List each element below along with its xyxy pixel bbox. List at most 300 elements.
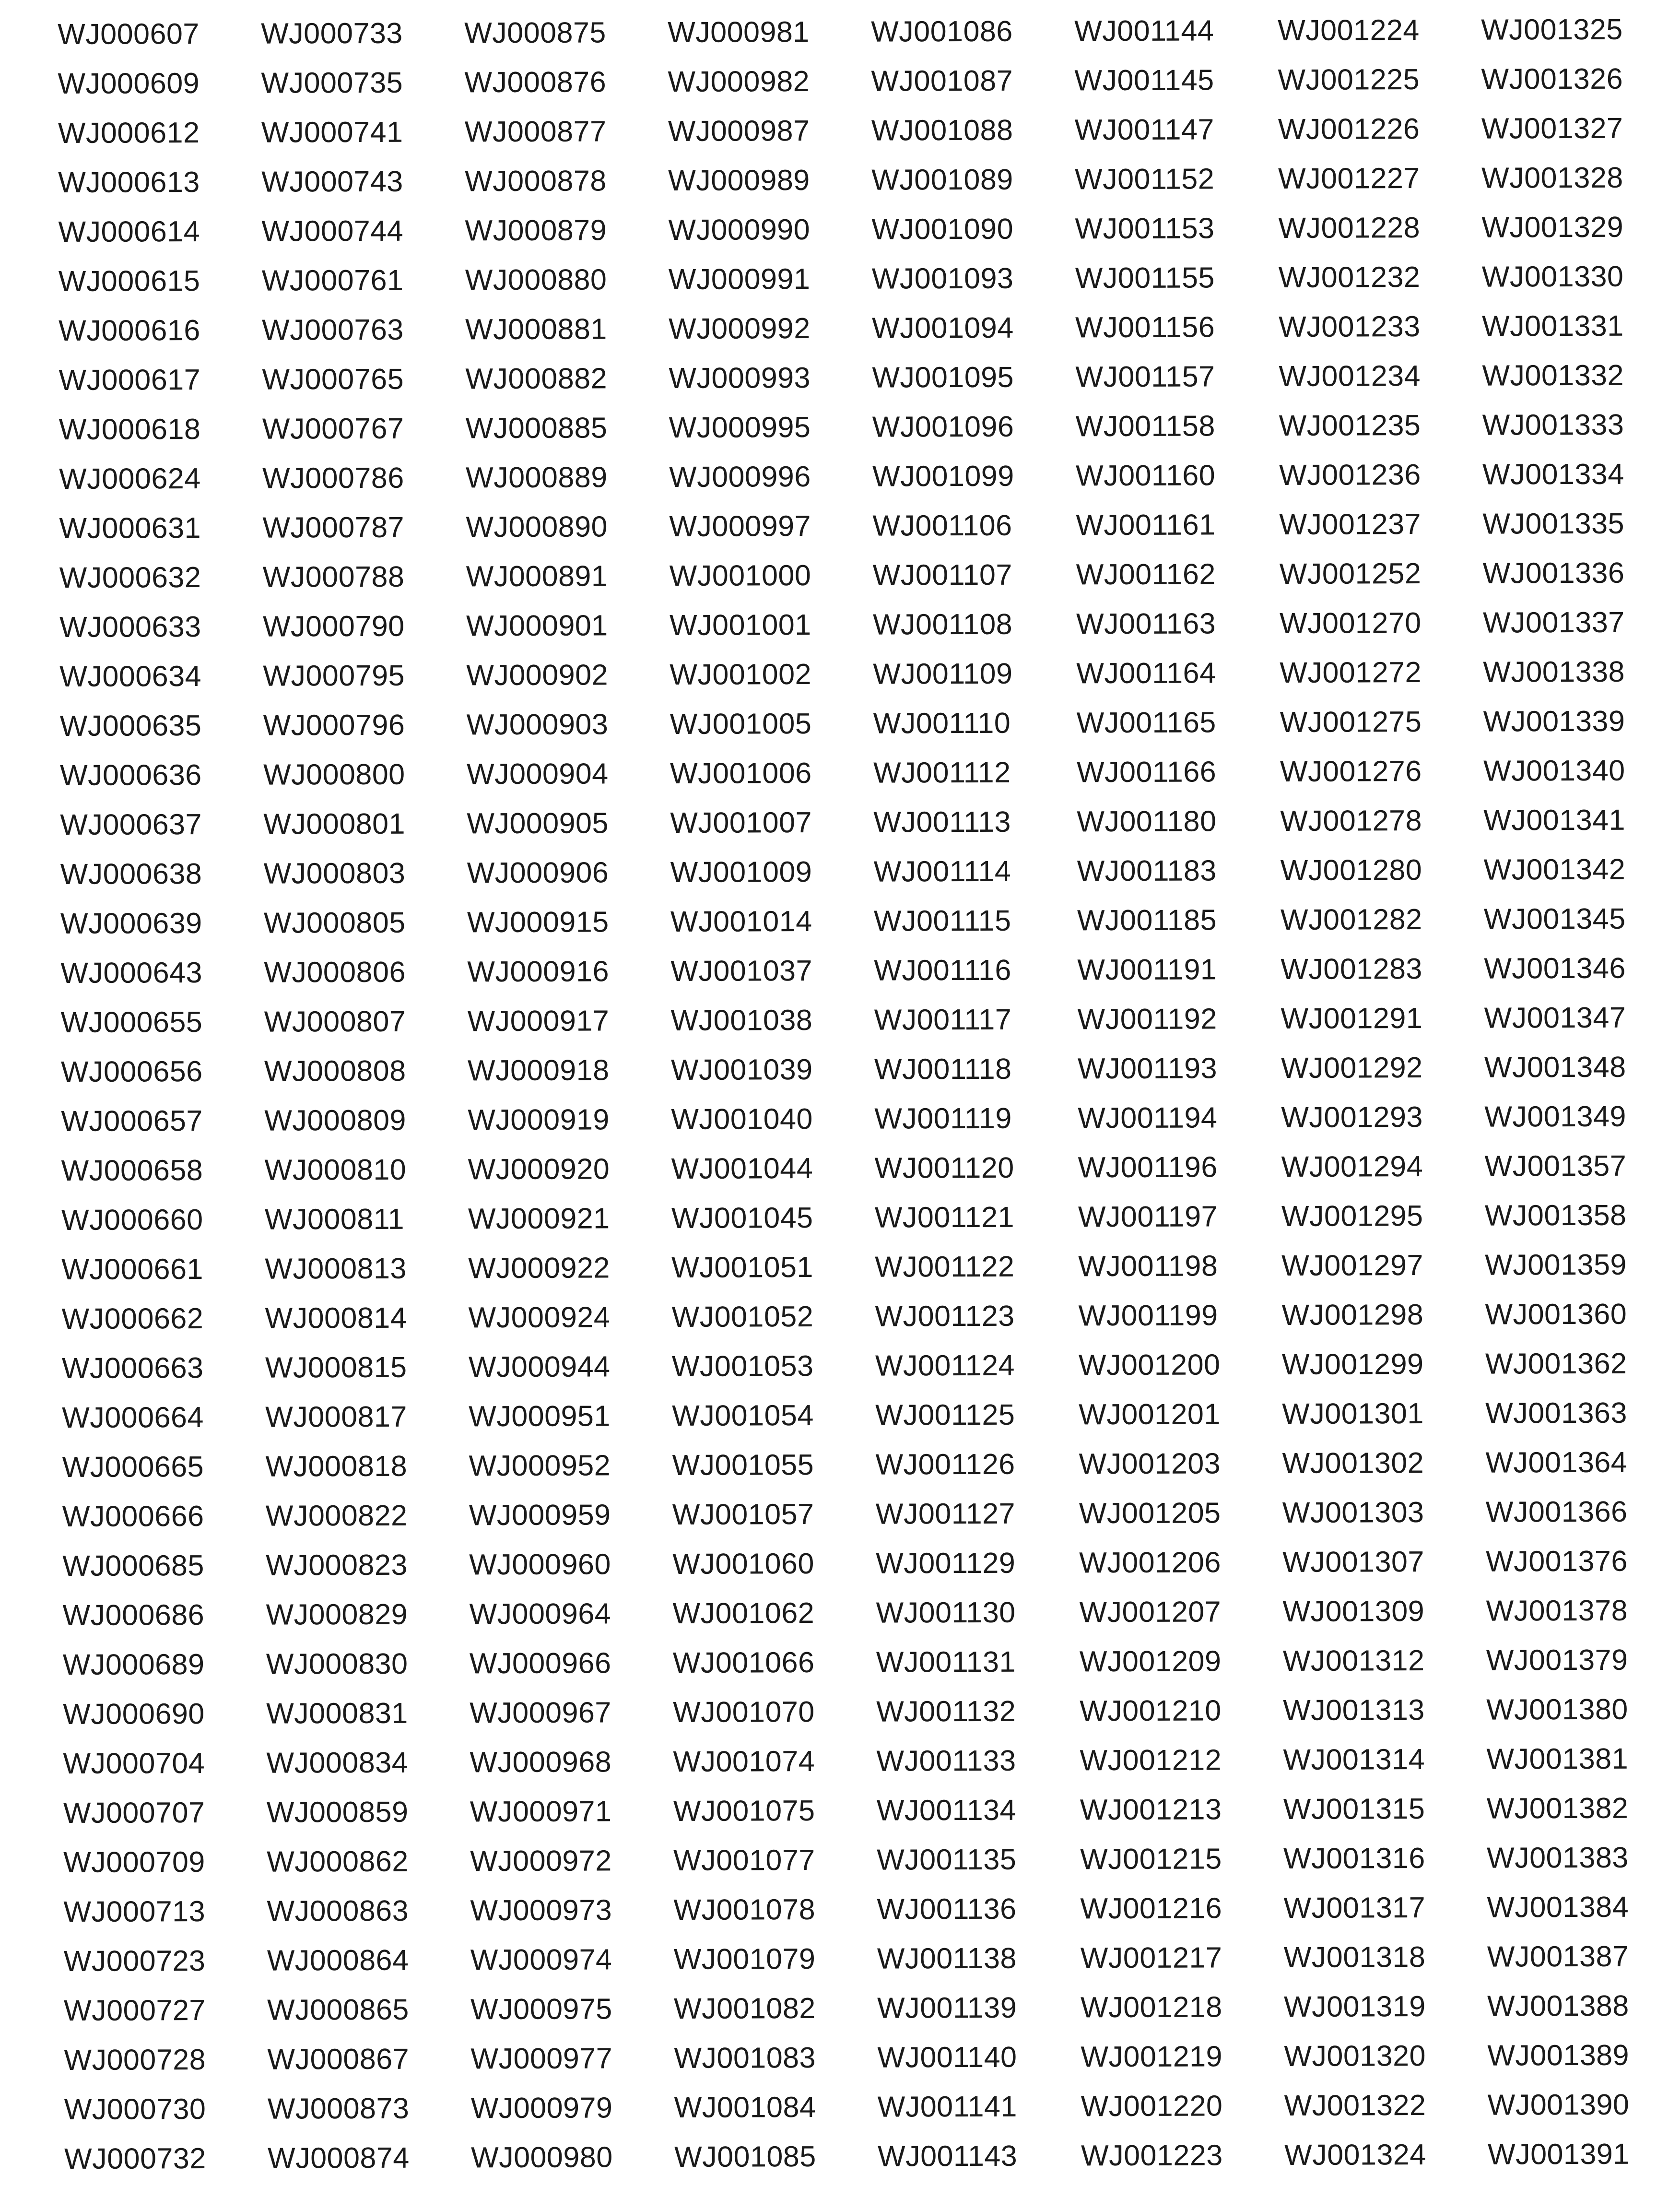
id-code-cell: WJ000874 (267, 2141, 410, 2175)
id-code-cell: WJ000863 (267, 1894, 409, 1927)
id-code-cell: WJ001347 (1484, 1001, 1626, 1034)
id-code-cell: WJ001338 (1483, 655, 1625, 688)
id-code-cell: WJ000808 (264, 1054, 406, 1087)
id-code-cell: WJ001199 (1078, 1299, 1218, 1332)
id-code-cell: WJ001225 (1278, 63, 1420, 96)
id-code-cell: WJ001291 (1281, 1002, 1423, 1035)
id-code-cell: WJ001062 (672, 1596, 815, 1630)
id-code-cell: WJ000915 (467, 905, 609, 939)
id-code-cell: WJ000735 (261, 66, 403, 99)
id-code-cell: WJ001390 (1487, 2088, 1630, 2121)
id-code-cell: WJ000800 (263, 757, 405, 791)
id-code-cell: WJ001295 (1281, 1199, 1423, 1232)
id-code-cell: WJ001009 (670, 855, 812, 888)
id-code-cell: WJ000660 (61, 1203, 203, 1236)
id-code-cell: WJ001129 (876, 1546, 1016, 1580)
id-code-cell: WJ001346 (1484, 951, 1626, 985)
id-code-cell: WJ000951 (469, 1399, 611, 1433)
id-code-cell: WJ001192 (1077, 1002, 1217, 1036)
id-code-cell: WJ000732 (64, 2142, 206, 2175)
id-code-cell: WJ001206 (1079, 1546, 1221, 1579)
id-code-cell: WJ001212 (1080, 1743, 1222, 1777)
id-code-cell: WJ000891 (466, 559, 608, 593)
id-code-cell: WJ001272 (1280, 656, 1422, 689)
id-code-cell: WJ001336 (1482, 556, 1625, 590)
id-code-cell: WJ000814 (265, 1301, 407, 1335)
id-code-cell: WJ000743 (261, 165, 403, 198)
id-code-cell: WJ001380 (1486, 1692, 1628, 1726)
id-code-cell: WJ000901 (466, 609, 608, 642)
id-code-cell: WJ000864 (267, 1943, 409, 1977)
id-code-cell: WJ000633 (59, 610, 201, 643)
id-code-cell: WJ001294 (1281, 1150, 1423, 1183)
id-code-cell: WJ000905 (467, 806, 609, 840)
id-code-cell: WJ000803 (263, 856, 406, 890)
id-code-cell: WJ001379 (1486, 1643, 1628, 1677)
id-code-cell: WJ001108 (872, 607, 1013, 641)
id-code-cell: WJ000975 (470, 1992, 612, 2026)
id-code-cell: WJ000877 (464, 115, 607, 148)
id-code-cell: WJ001215 (1080, 1842, 1222, 1876)
id-code-cell: WJ001341 (1483, 803, 1626, 837)
id-code-cell: WJ000977 (470, 2042, 613, 2075)
id-code-cell: WJ001161 (1076, 508, 1216, 542)
id-code-cell: WJ001106 (872, 508, 1012, 542)
id-code-cell: WJ000822 (265, 1499, 408, 1532)
id-code-cell: WJ001044 (671, 1152, 813, 1185)
id-code-cell: WJ000919 (468, 1103, 610, 1136)
id-code-cell: WJ001083 (674, 2041, 816, 2074)
id-code-cell: WJ001330 (1481, 260, 1624, 293)
id-code-cell: WJ001143 (877, 2139, 1018, 2173)
id-code-cell: WJ001057 (672, 1498, 814, 1531)
id-code-cell: WJ000790 (262, 609, 405, 643)
id-code-cell: WJ001122 (875, 1250, 1015, 1283)
id-code-cell: WJ001053 (671, 1349, 814, 1383)
id-code-cell: WJ000917 (467, 1004, 610, 1038)
id-code-cell: WJ001207 (1079, 1595, 1222, 1629)
id-code-cell: WJ000615 (58, 264, 200, 297)
id-code-cell: WJ000638 (60, 857, 202, 890)
id-code-cell: WJ001163 (1076, 607, 1216, 640)
id-code-cell: WJ001090 (871, 212, 1014, 246)
id-code-cell: WJ000685 (62, 1549, 204, 1582)
id-code-cell: WJ001349 (1484, 1099, 1627, 1133)
id-code-cell: WJ001070 (673, 1695, 815, 1728)
id-code-cell: WJ001095 (872, 360, 1014, 394)
id-code-cell: WJ001209 (1079, 1644, 1222, 1678)
id-code-cell: WJ001378 (1486, 1594, 1628, 1627)
id-code-cell: WJ001074 (673, 1745, 815, 1778)
id-code-cell: WJ001114 (873, 854, 1011, 888)
id-code-cell: WJ001164 (1076, 656, 1216, 690)
id-code-cell: WJ000995 (669, 411, 811, 444)
id-code-cell: WJ000801 (263, 807, 406, 840)
id-code-cell: WJ000618 (59, 413, 201, 446)
id-code-cell: WJ001297 (1281, 1249, 1423, 1282)
id-code-cell: WJ001319 (1283, 1990, 1426, 2023)
id-code-cell: WJ000815 (265, 1350, 407, 1384)
id-code-cell: WJ001345 (1483, 902, 1626, 935)
id-code-cell: WJ001315 (1283, 1792, 1425, 1825)
id-code-cell: WJ001144 (1074, 14, 1214, 47)
id-code-cell: WJ000922 (468, 1251, 610, 1285)
id-code-cell: WJ001205 (1079, 1496, 1221, 1530)
id-code-cell: WJ001145 (1074, 63, 1214, 97)
id-code-cell: WJ001077 (673, 1844, 815, 1877)
id-code-cell: WJ001334 (1482, 457, 1624, 491)
id-code-cell: WJ001131 (876, 1645, 1016, 1678)
id-code-cell: WJ001123 (875, 1299, 1015, 1333)
id-code-cell: WJ000787 (262, 510, 405, 544)
id-code-cell: WJ001089 (871, 163, 1013, 196)
id-code-cell: WJ001127 (875, 1497, 1016, 1530)
id-code-cell: WJ001276 (1280, 755, 1422, 788)
id-code-cell: WJ001109 (873, 657, 1013, 690)
id-code-cell: WJ000991 (668, 262, 811, 296)
id-code-cell: WJ001302 (1282, 1446, 1424, 1479)
id-code-cell: WJ000944 (468, 1350, 611, 1383)
id-code-cell: WJ000806 (264, 955, 406, 989)
id-code-cell: WJ001007 (670, 806, 812, 839)
id-code-cell: WJ000979 (470, 2091, 613, 2125)
id-code-cell: WJ000862 (267, 1844, 409, 1878)
id-code-cell: WJ000657 (61, 1104, 203, 1137)
id-code-cell: WJ000952 (469, 1449, 611, 1482)
id-code-cell: WJ000859 (266, 1795, 409, 1829)
id-code-cell: WJ001216 (1080, 1891, 1222, 1925)
id-code-cell: WJ000723 (63, 1944, 206, 1977)
id-code-cell: WJ001337 (1482, 605, 1625, 639)
id-code-cell: WJ001348 (1484, 1050, 1626, 1084)
id-code-cell: WJ001045 (671, 1201, 813, 1234)
id-code-cell: WJ000989 (668, 164, 810, 197)
id-code-cell: WJ001227 (1278, 162, 1420, 195)
id-code-cell: WJ001329 (1481, 210, 1624, 244)
id-code-cell: WJ001140 (877, 2040, 1017, 2074)
id-code-cell: WJ001194 (1078, 1101, 1218, 1135)
id-code-cell: WJ001038 (670, 1004, 813, 1037)
id-code-cell: WJ000639 (60, 907, 202, 940)
id-code-cell: WJ001130 (876, 1595, 1016, 1629)
id-code-cell: WJ001312 (1282, 1644, 1425, 1677)
id-code-cell: WJ000796 (263, 708, 405, 742)
id-code-cell: WJ001320 (1284, 2039, 1426, 2072)
id-code-cell: WJ000916 (467, 955, 610, 988)
id-code-cell: WJ000624 (59, 462, 201, 495)
id-code-cell: WJ001228 (1278, 211, 1421, 245)
id-code-cell: WJ001383 (1487, 1841, 1629, 1874)
id-code-cell: WJ000788 (262, 560, 405, 593)
id-code-cell: WJ001382 (1486, 1791, 1629, 1825)
id-code-cell: WJ000882 (465, 362, 608, 395)
id-code-cell: WJ000906 (467, 856, 609, 889)
id-code-cell: WJ000823 (266, 1548, 408, 1582)
id-code-cell: WJ001135 (877, 1843, 1017, 1876)
id-code-cell: WJ001126 (875, 1447, 1015, 1481)
id-code-cell: WJ001362 (1485, 1347, 1627, 1380)
id-code-cell: WJ001196 (1078, 1150, 1218, 1184)
id-code-cell: WJ000987 (668, 114, 810, 148)
id-code-cell: WJ001165 (1076, 706, 1216, 739)
id-code-cell: WJ001270 (1279, 606, 1422, 640)
id-code-cell: WJ001363 (1485, 1396, 1627, 1430)
id-code-cell: WJ001087 (871, 64, 1013, 97)
id-code-cell: WJ001203 (1079, 1447, 1221, 1480)
id-code-cell: WJ001094 (871, 311, 1014, 344)
id-code-cell: WJ000662 (61, 1302, 204, 1335)
id-code-cell: WJ001220 (1081, 2089, 1223, 2123)
id-code-cell: WJ001116 (874, 953, 1011, 987)
id-code-cell: WJ001000 (669, 559, 811, 592)
id-code-cell: WJ000867 (267, 2042, 410, 2076)
id-code-cell: WJ001096 (872, 410, 1014, 443)
id-code-cell: WJ001358 (1484, 1198, 1627, 1232)
id-code-cell: WJ000612 (58, 116, 200, 149)
id-code-cell: WJ000959 (469, 1498, 611, 1532)
id-code-cell: WJ000809 (264, 1103, 407, 1137)
id-code-cell: WJ001292 (1281, 1051, 1423, 1084)
id-code-cell: WJ000730 (64, 2092, 206, 2126)
id-code-cell: WJ000889 (465, 461, 608, 494)
id-code-cell: WJ001314 (1283, 1743, 1425, 1776)
id-code-cell: WJ001180 (1077, 804, 1217, 838)
id-code-cell: WJ001317 (1283, 1891, 1426, 1924)
id-code-cell: WJ001039 (670, 1053, 813, 1086)
id-code-cell: WJ001125 (875, 1398, 1015, 1431)
id-code-cell: WJ000904 (466, 757, 609, 791)
id-code-cell: WJ000635 (59, 709, 202, 742)
id-code-cell: WJ001099 (872, 459, 1014, 493)
id-code-cell: WJ001162 (1076, 557, 1216, 591)
id-code-cell: WJ001303 (1282, 1496, 1424, 1529)
id-code-cell: WJ001133 (876, 1744, 1016, 1777)
id-code-cell: WJ000875 (464, 16, 606, 49)
id-code-cell: WJ001213 (1080, 1793, 1222, 1826)
id-code-cell: WJ000873 (267, 2092, 410, 2125)
id-code-cell: WJ000890 (466, 510, 608, 544)
id-code-cell: WJ001160 (1075, 459, 1216, 492)
id-code-cell: WJ000709 (63, 1845, 205, 1879)
id-code-cell: WJ001183 (1077, 854, 1217, 887)
id-code-cell: WJ000966 (469, 1646, 611, 1680)
id-code-cell: WJ001327 (1481, 111, 1623, 145)
id-code-cell: WJ000727 (63, 1994, 206, 2027)
id-code-cell: WJ001147 (1074, 113, 1215, 146)
id-code-cell: WJ000761 (261, 263, 404, 297)
id-code-cell: WJ001124 (875, 1348, 1015, 1382)
id-code-cell: WJ001051 (671, 1251, 813, 1284)
id-code-cell: WJ001197 (1078, 1200, 1218, 1233)
id-code-cell: WJ001198 (1078, 1249, 1218, 1283)
id-code-cell: WJ000666 (62, 1500, 204, 1533)
id-code-cell: WJ001391 (1487, 2137, 1630, 2171)
id-code-cell: WJ000885 (465, 411, 608, 445)
id-code-cell: WJ000704 (63, 1747, 205, 1780)
id-code-cell: WJ001226 (1278, 112, 1420, 146)
id-code-cell: WJ000817 (265, 1400, 407, 1433)
id-code-cell: WJ001232 (1278, 260, 1421, 294)
id-code-cell: WJ000636 (59, 758, 202, 792)
id-code-cell: WJ001283 (1281, 952, 1423, 985)
id-code-cell: WJ000807 (264, 1005, 406, 1038)
id-code-cell: WJ001234 (1279, 359, 1421, 393)
id-code-cell: WJ000878 (465, 164, 607, 198)
id-code-cell: WJ001328 (1481, 161, 1623, 194)
id-code-cell: WJ001309 (1282, 1595, 1425, 1628)
id-code-cell: WJ001153 (1075, 212, 1215, 245)
id-code-cell: WJ001152 (1075, 162, 1215, 196)
id-code-cell: WJ001118 (874, 1052, 1012, 1086)
id-code-cell: WJ001280 (1280, 853, 1422, 886)
id-code-cell: WJ000767 (262, 412, 404, 445)
id-code-cell: WJ001332 (1482, 358, 1624, 392)
id-code-cell: WJ001307 (1282, 1545, 1424, 1578)
id-code-cell: WJ001191 (1077, 953, 1217, 986)
id-code-cell: WJ000741 (261, 115, 403, 149)
id-code-cell: WJ001155 (1075, 261, 1215, 295)
id-code-cell: WJ000713 (63, 1895, 206, 1928)
id-code-cell: WJ001364 (1485, 1445, 1628, 1479)
id-code-cell: WJ001134 (876, 1793, 1017, 1827)
id-code-cell: WJ000920 (468, 1152, 610, 1186)
id-code-cell: WJ000634 (59, 660, 202, 693)
id-code-cell: WJ000661 (61, 1253, 203, 1286)
id-code-cell: WJ001313 (1283, 1693, 1425, 1726)
id-code-cell: WJ001301 (1282, 1397, 1424, 1430)
id-code-cell: WJ001236 (1279, 458, 1421, 492)
id-code-cell: WJ000765 (262, 362, 404, 396)
id-code-cell: WJ000655 (60, 1005, 203, 1039)
id-code-cell: WJ001086 (871, 14, 1013, 48)
id-code-cell: WJ001359 (1485, 1248, 1627, 1281)
identifier-grid (58, 4, 1671, 2184)
id-code-cell: WJ000607 (58, 17, 200, 50)
id-code-cell: WJ001156 (1075, 310, 1215, 344)
id-code-cell: WJ000990 (668, 213, 811, 247)
id-code-cell: WJ000613 (58, 165, 200, 199)
id-code-cell: WJ001014 (670, 905, 812, 938)
id-code-cell: WJ000744 (261, 214, 404, 248)
id-code-cell: WJ000921 (468, 1202, 610, 1235)
id-code-cell: WJ001107 (872, 558, 1012, 591)
id-code-cell: WJ001040 (671, 1102, 813, 1135)
id-code-cell: WJ001360 (1485, 1297, 1627, 1331)
id-code-cell: WJ001136 (877, 1892, 1017, 1926)
id-code-cell: WJ000902 (466, 658, 609, 692)
id-code-cell: WJ001388 (1487, 1989, 1629, 2022)
id-code-cell: WJ001366 (1485, 1495, 1628, 1528)
id-code-cell: WJ000658 (61, 1154, 203, 1187)
id-code-cell: WJ000982 (668, 65, 810, 98)
id-code-cell: WJ001376 (1486, 1544, 1628, 1578)
id-code-cell: WJ001278 (1280, 804, 1422, 837)
id-code-cell: WJ000795 (263, 659, 405, 692)
id-code-cell: WJ001210 (1080, 1694, 1222, 1727)
id-code-cell: WJ001138 (877, 1941, 1017, 1975)
id-code-cell: WJ000643 (60, 956, 203, 989)
id-code-cell: WJ001052 (671, 1300, 814, 1333)
id-code-cell: WJ000876 (464, 65, 607, 99)
id-code-cell: WJ000707 (63, 1796, 205, 1829)
id-code-cell: WJ000609 (58, 67, 200, 100)
id-code-cell: WJ001037 (670, 954, 813, 987)
id-code-cell: WJ001219 (1081, 2040, 1223, 2073)
id-code-cell: WJ000616 (58, 314, 200, 347)
id-code-cell: WJ001157 (1075, 360, 1215, 393)
id-code-cell: WJ001333 (1482, 408, 1624, 441)
id-code-cell: WJ000992 (668, 312, 811, 345)
id-code-cell: WJ001193 (1077, 1052, 1218, 1085)
id-code-cell: WJ001141 (877, 2090, 1017, 2123)
id-code-cell: WJ000813 (265, 1252, 407, 1285)
id-code-cell: WJ000763 (261, 313, 404, 346)
id-code-cell: WJ000918 (467, 1053, 610, 1087)
id-code-cell: WJ001115 (873, 904, 1011, 937)
id-code-cell: WJ001005 (670, 707, 812, 740)
id-code-cell: WJ000664 (62, 1401, 204, 1434)
id-code-cell: WJ000964 (469, 1597, 611, 1631)
id-code-cell: WJ001298 (1281, 1298, 1424, 1331)
id-code-cell: WJ000831 (266, 1696, 408, 1730)
id-code-cell: WJ001387 (1487, 1939, 1629, 1973)
id-code-cell: WJ001085 (674, 2140, 816, 2173)
id-code-cell: WJ001322 (1284, 2089, 1426, 2122)
id-code-cell: WJ000690 (63, 1697, 205, 1730)
id-code-cell: WJ000980 (470, 2140, 613, 2174)
id-code-cell: WJ000617 (59, 363, 201, 396)
id-code-cell: WJ001002 (670, 658, 812, 691)
id-code-cell: WJ001218 (1080, 1990, 1222, 2024)
id-code-cell: WJ000665 (62, 1450, 204, 1483)
id-code-cell: WJ001252 (1279, 557, 1422, 591)
id-code-cell: WJ000996 (669, 460, 811, 493)
id-code-cell: WJ000663 (61, 1351, 204, 1384)
id-code-cell: WJ000881 (465, 312, 607, 346)
id-code-cell: WJ000997 (669, 509, 811, 543)
id-code-cell: WJ001084 (674, 2091, 816, 2124)
id-code-cell: WJ001381 (1486, 1742, 1629, 1775)
id-code-cell: WJ001335 (1482, 507, 1625, 540)
id-code-cell: WJ001120 (874, 1151, 1014, 1184)
id-code-cell: WJ000733 (261, 16, 403, 50)
id-code-cell: WJ001235 (1279, 409, 1421, 442)
id-code-cell: WJ000818 (265, 1449, 408, 1483)
id-code-cell: WJ000973 (470, 1893, 612, 1927)
id-code-cell: WJ001117 (874, 1003, 1012, 1036)
id-code-cell: WJ001324 (1284, 2138, 1426, 2171)
id-code-cell: WJ001078 (673, 1893, 816, 1926)
id-code-cell: WJ001166 (1076, 755, 1217, 789)
id-code-cell: WJ001331 (1481, 309, 1624, 343)
id-code-cell: WJ001088 (871, 113, 1013, 147)
id-code-cell: WJ000903 (466, 708, 609, 741)
id-code-cell: WJ001132 (876, 1694, 1016, 1728)
id-code-cell: WJ000971 (470, 1795, 612, 1828)
id-code-cell: WJ001340 (1483, 754, 1625, 787)
id-code-cell: WJ001316 (1283, 1842, 1425, 1875)
id-code-cell: WJ000968 (470, 1745, 612, 1779)
id-code-cell: WJ001299 (1281, 1347, 1424, 1381)
id-code-cell: WJ000637 (60, 808, 202, 841)
id-code-cell: WJ000656 (60, 1055, 203, 1088)
id-code-cell: WJ000880 (465, 263, 607, 296)
id-code-cell: WJ000810 (264, 1153, 407, 1186)
id-code-cell: WJ001001 (669, 608, 811, 641)
id-code-cell: WJ000786 (262, 461, 404, 495)
id-code-cell: WJ000972 (470, 1844, 612, 1878)
id-code-cell: WJ001139 (877, 1991, 1017, 2024)
